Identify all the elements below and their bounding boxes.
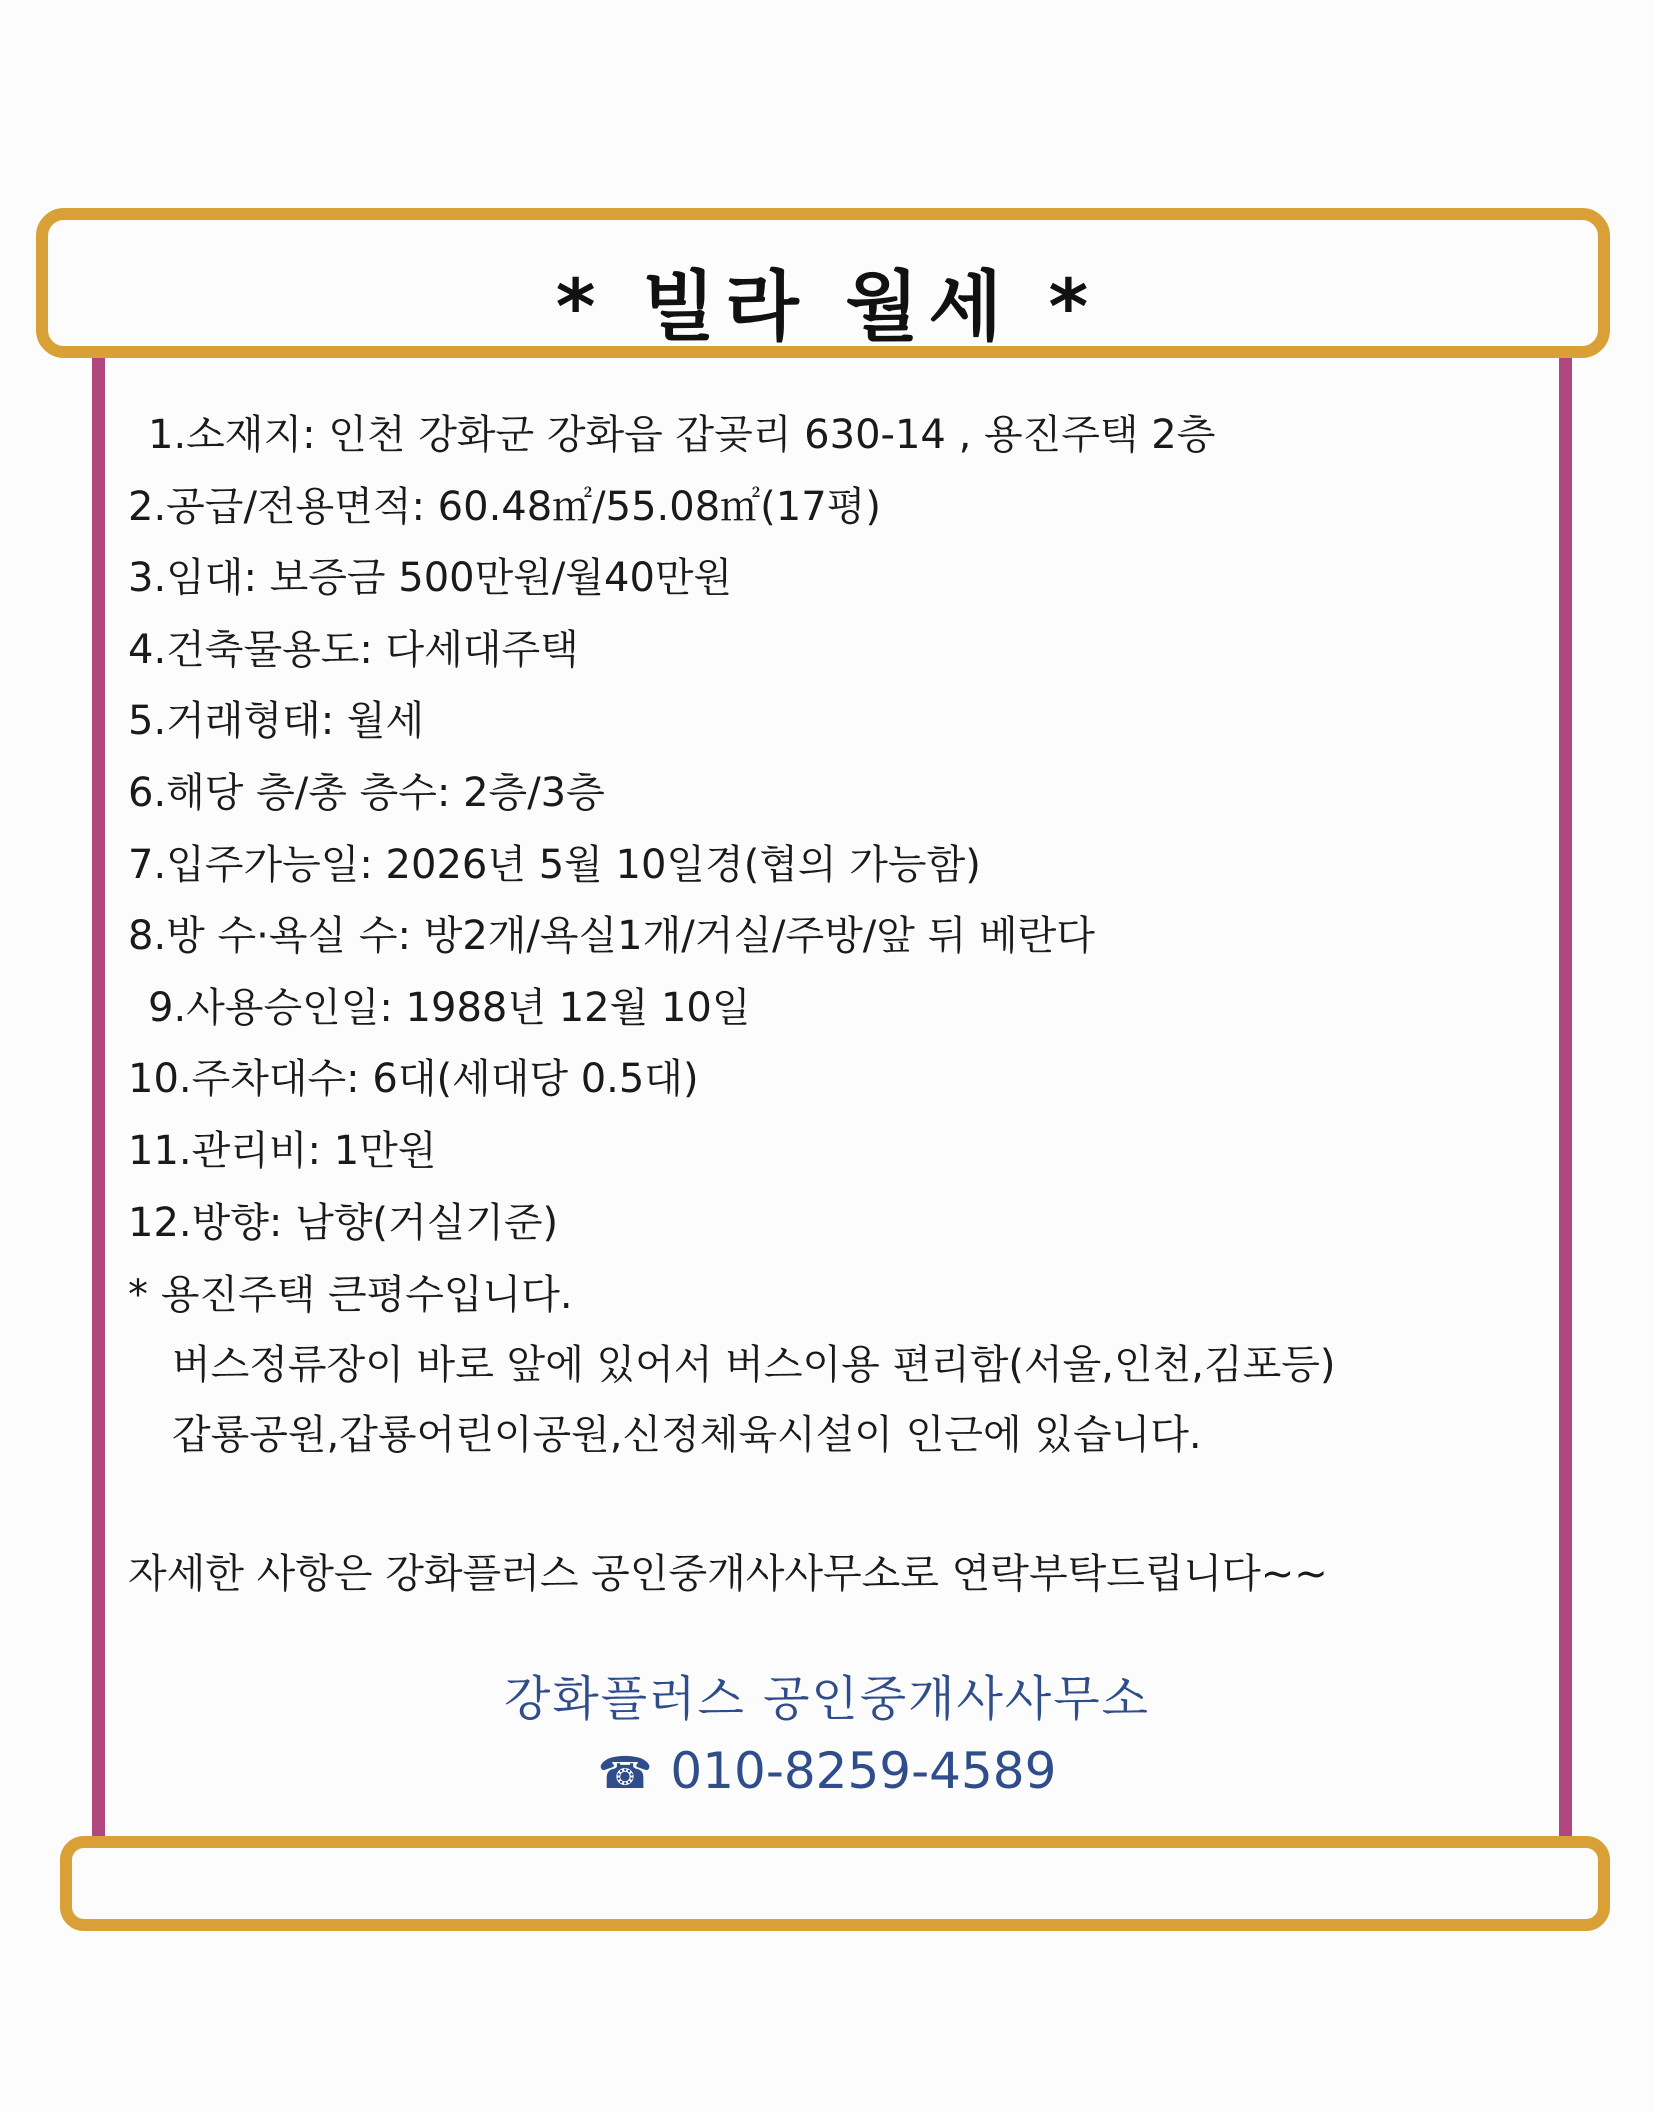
note-line: 버스정류장이 바로 앞에 있어서 버스이용 편리함(서울,인천,김포등) [172,1342,1336,1388]
contact-message: 자세한 사항은 강화플러스 공인중개사사무소로 연락부탁드립니다~~ [128,1551,1328,1597]
item-floor: 6.해당 층/총 층수: 2층/3층 [128,769,605,816]
scroll-bottom-banner [60,1836,1610,1931]
note-line: * 용진주택 큰평수입니다. [128,1272,573,1318]
office-name: 강화플러스 공인중개사사무소 [503,1671,1151,1727]
note-line: 갑룡공원,갑룡어린이공원,신정체육시설이 인근에 있습니다. [172,1412,1202,1458]
item-management-fee: 11.관리비: 1만원 [128,1127,437,1174]
notes [128,1260,1548,1470]
item-rent: 3.임대: 보증금 500만원/월40만원 [128,555,733,602]
item-rooms: 8.방 수·욕실 수: 방2개/욕실1개/거실/주방/앞 뒤 베란다 [128,913,1095,960]
item-location: 1.소재지: 인천 강화군 강화읍 갑곶리 630-14 , 용진주택 2층 [148,412,1216,458]
item-approval-date: 9.사용승인일: 1988년 12월 10일 [148,984,751,1031]
phone-number: 010-8259-4589 [670,1742,1057,1800]
telephone-icon: ☎ [597,1748,653,1799]
item-direction: 12.방향: 남향(거실기준) [128,1199,559,1246]
item-deal-type: 5.거래형태: 월세 [128,698,425,745]
page-title: * 빌라 월세 * [555,262,1099,351]
item-area: 2.공급/전용면적: 60.48㎡/55.08㎡(17평) [128,483,881,530]
item-move-in-date: 7.입주가능일: 2026년 5월 10일경(협의 가능함) [128,841,981,888]
phone-contact [0,1742,1654,1800]
item-parking: 10.주차대수: 6대(세대당 0.5대) [128,1056,699,1103]
listing-details [128,400,1548,1259]
item-building-use: 4.건축물용도: 다세대주택 [128,626,579,673]
